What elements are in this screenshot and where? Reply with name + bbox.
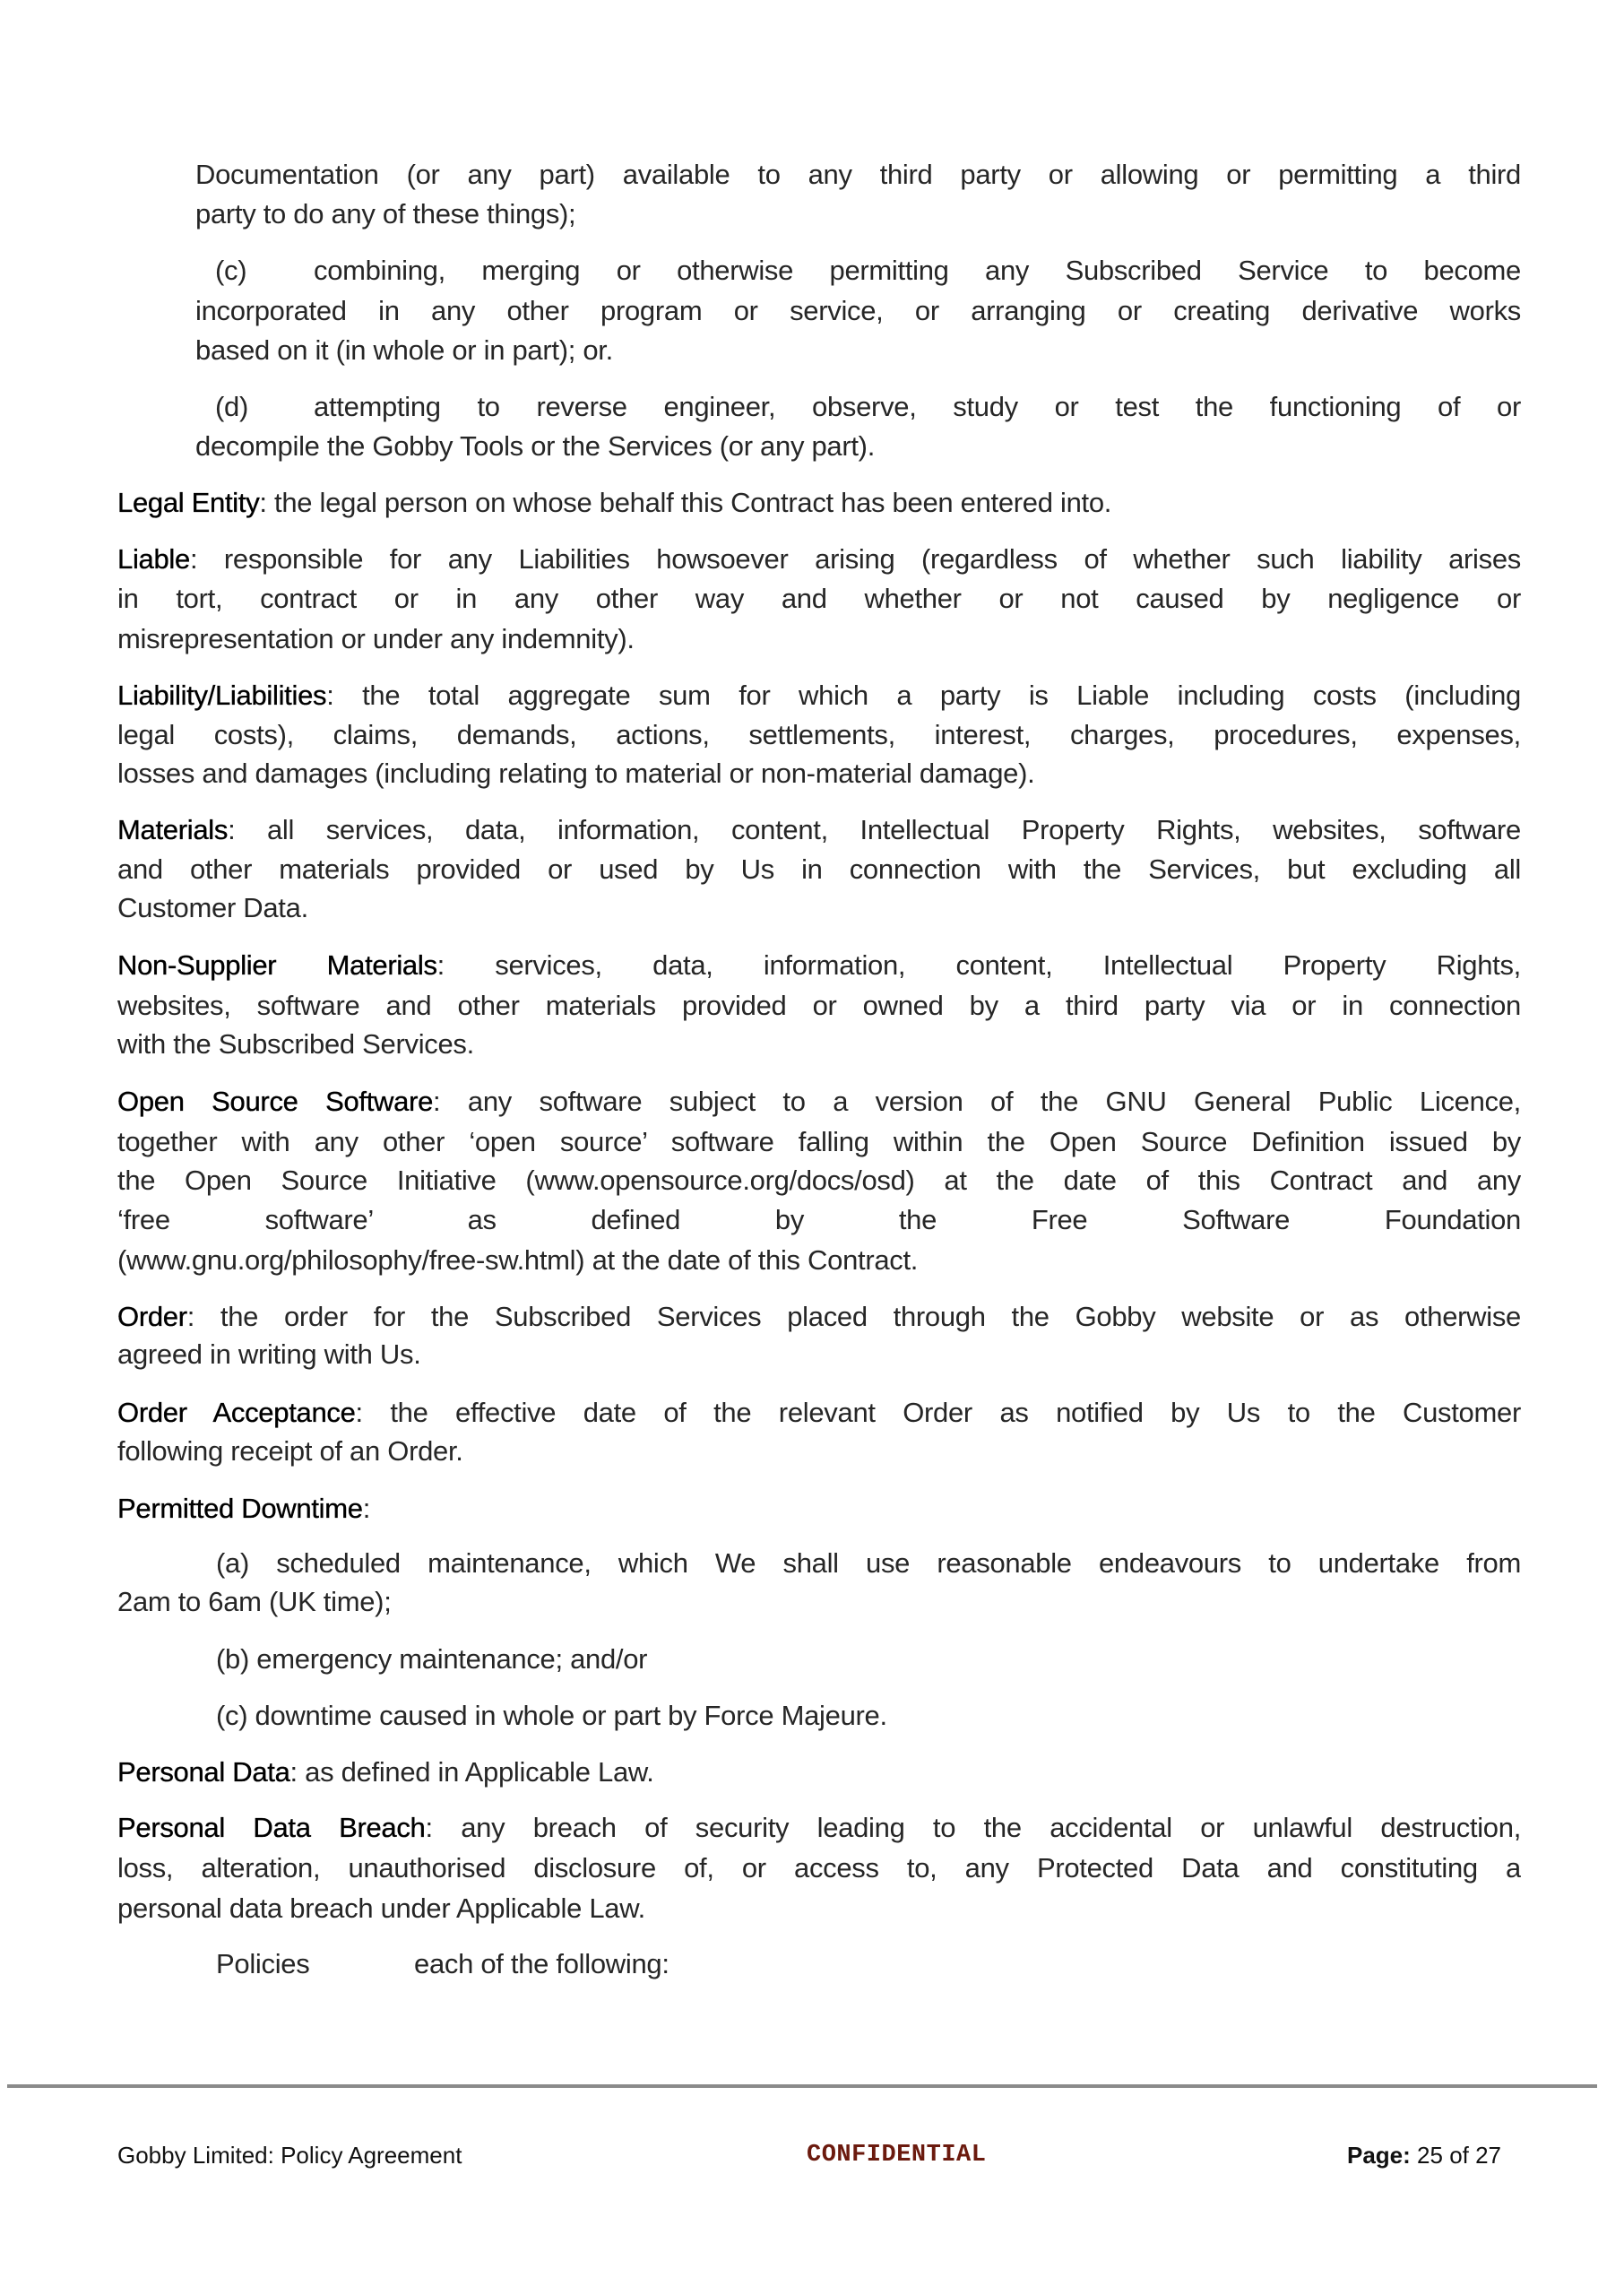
term-materials: Materials xyxy=(117,814,229,845)
term-legal-entity: Legal Entity xyxy=(117,487,260,518)
item-c-line-3: based on it (in whole or in part); or. xyxy=(195,334,613,366)
item-c-marker: (c) xyxy=(215,255,247,286)
definition-open-source-line-4: ‘free software’ as defined by the Free Software Foundation xyxy=(117,1204,1521,1235)
definition-materials-line-3: Customer Data. xyxy=(117,892,308,923)
definition-text: : the order for the Subscribed Services placed through the Gobby website or as otherwise xyxy=(186,1301,1521,1332)
definition-personal-data-breach-line-1 xyxy=(117,1808,1521,1848)
definition-order-line-1 xyxy=(117,1297,1521,1337)
definition-liabilities-line-2: legal costs), claims, demands, actions, settlements, interest, charges, procedures, expenses, xyxy=(117,719,1521,750)
definition-open-source-line-5: (www.gnu.org/philosophy/free-sw.html) at the date of this Contract. xyxy=(117,1244,919,1276)
permitted-downtime-item-c: (c) downtime caused in whole or part by Force Majeure. xyxy=(216,1700,887,1731)
term-personal-data: Personal Data xyxy=(117,1756,290,1788)
term-order-acceptance: Order Acceptance xyxy=(117,1397,356,1428)
definition-order-acceptance-line-1 xyxy=(117,1393,1521,1433)
item-b-line-2: party to do any of these things); xyxy=(195,198,576,230)
definition-liabilities-line-3: losses and damages (including relating to material or non-material damage). xyxy=(117,758,1035,789)
term-liabilities: Liability/Liabilities xyxy=(117,680,327,711)
definition-personal-data-breach-line-2: loss, alteration, unauthorised disclosure of, or access to, any Protected Data and constituting a xyxy=(117,1852,1521,1884)
definition-liable-line-2: in tort, contract or in any other way and whether or not caused by negligence or xyxy=(117,583,1521,614)
definition-legal-entity xyxy=(117,483,1111,523)
item-c-text: combining, merging or otherwise permitting any Subscribed Service to become xyxy=(314,255,1521,286)
footer-page-number xyxy=(1347,2137,1501,2173)
permitted-downtime-item-a-line-2: 2am to 6am (UK time); xyxy=(117,1586,392,1617)
term-open-source-software: Open Source Software xyxy=(117,1086,434,1117)
definition-personal-data xyxy=(117,1753,654,1792)
definition-order-acceptance-line-2: following receipt of an Order. xyxy=(117,1435,463,1467)
definition-open-source-line-3: the Open Source Initiative (www.opensource.org/docs/osd) at the date of this Contract and any xyxy=(117,1165,1521,1196)
definition-open-source-line-1 xyxy=(117,1082,1521,1122)
definition-liabilities-line-1 xyxy=(117,676,1521,715)
definition-text: : the total aggregate sum for which a party is Liable including costs (including xyxy=(326,680,1521,711)
definition-text: : responsible for any Liabilities howsoever arising (regardless of whether such liability arises xyxy=(189,543,1521,575)
definition-liable-line-1 xyxy=(117,540,1521,579)
item-d-text: attempting to reverse engineer, observe, study or test the functioning of or xyxy=(314,391,1521,422)
definition-liable-line-3: misrepresentation or under any indemnity). xyxy=(117,623,635,654)
definition-text: : all services, data, information, content, Intellectual Property Rights, websites, software xyxy=(228,814,1521,845)
definition-text: : the effective date of the relevant Order as notified by Us to the Customer xyxy=(355,1397,1521,1428)
permitted-downtime-item-b: (b) emergency maintenance; and/or xyxy=(216,1643,648,1675)
page-label: Page: xyxy=(1347,2142,1411,2169)
permitted-downtime-item-a-line-1: (a) scheduled maintenance, which We shall use reasonable endeavours to undertake from xyxy=(216,1547,1521,1579)
footer-divider xyxy=(7,2084,1597,2088)
definition-text: : the legal person on whose behalf this Contract has been entered into. xyxy=(259,487,1112,518)
definition-permitted-downtime xyxy=(117,1489,370,1529)
definition-materials-line-2: and other materials provided or used by Us in connection with the Services, but excluding all xyxy=(117,853,1521,885)
item-c-line-1 xyxy=(195,251,1521,290)
footer-document-title: Gobby Limited: Policy Agreement xyxy=(117,2142,462,2169)
item-b-line-1: Documentation (or any part) available to any third party or allowing or permitting a third xyxy=(195,159,1521,190)
footer-confidential-label: CONFIDENTIAL xyxy=(807,2142,987,2169)
item-c-line-2: incorporated in any other program or service, or arranging or creating derivative works xyxy=(195,295,1521,326)
definition-text: : services, data, information, content, Intellectual Property Rights, xyxy=(436,949,1521,981)
definition-text: : any breach of security leading to the accidental or unlawful destruction, xyxy=(425,1812,1521,1843)
definition-policies-text: each of the following: xyxy=(414,1948,669,1979)
item-d-marker: (d) xyxy=(215,391,248,422)
term-order: Order xyxy=(117,1301,187,1332)
definition-policies-label: Policies xyxy=(216,1948,310,1979)
item-d-line-2: decompile the Gobby Tools or the Services (or any part). xyxy=(195,430,876,462)
definition-open-source-line-2: together with any other ‘open source’ software falling within the Open Source Definition issued by xyxy=(117,1126,1521,1157)
term-non-supplier-materials: Non-Supplier Materials xyxy=(117,949,437,981)
definition-non-supplier-materials-line-3: with the Subscribed Services. xyxy=(117,1028,474,1060)
definition-personal-data-breach-line-3: personal data breach under Applicable Law. xyxy=(117,1892,645,1924)
definition-materials-line-1 xyxy=(117,810,1521,850)
definition-order-line-2: agreed in writing with Us. xyxy=(117,1338,421,1370)
item-d-line-1 xyxy=(195,387,1521,427)
definition-text: : any software subject to a version of the GNU General Public Licence, xyxy=(433,1086,1521,1117)
term-permitted-downtime: Permitted Downtime xyxy=(117,1493,363,1524)
term-personal-data-breach: Personal Data Breach xyxy=(117,1812,426,1843)
definition-non-supplier-materials-line-2: websites, software and other materials provided or owned by a third party via or in connection xyxy=(117,990,1521,1021)
definition-non-supplier-materials-line-1 xyxy=(117,946,1521,985)
definition-text: : as defined in Applicable Law. xyxy=(289,1756,654,1788)
definition-text: : xyxy=(362,1493,371,1524)
page-value: 25 of 27 xyxy=(1417,2142,1502,2169)
term-liable: Liable xyxy=(117,543,190,575)
